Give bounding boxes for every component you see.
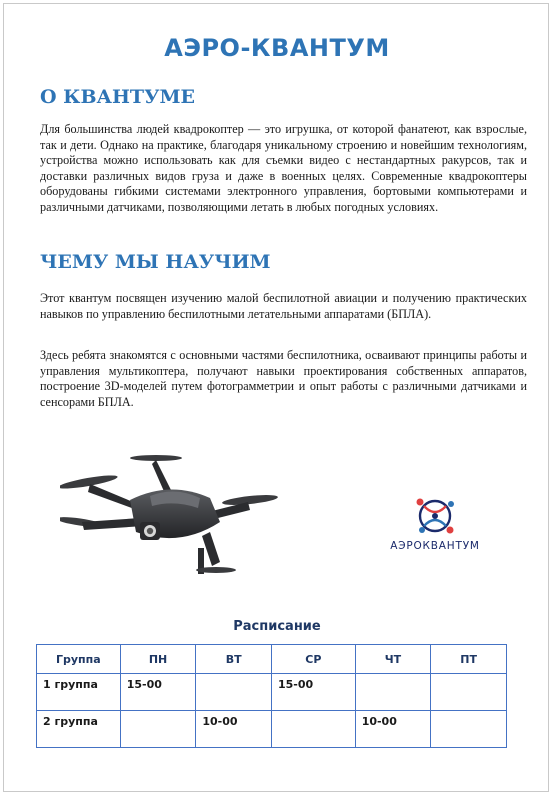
row1-thu [355,674,431,711]
row2-fri [431,711,507,748]
schedule-title: Расписание [233,619,321,634]
row1-fri [431,674,507,711]
header-tue: ВТ [196,645,272,674]
learn-paragraph-1: Этот квантум посвящен изучению малой беспилотной авиации и получению практических навыков по управлению беспилотными летательными аппаратами (БПЛА). [40,291,527,321]
section-heading-learn: ЧЕМУ МЫ НАУЧИМ [40,251,271,273]
header-fri: ПТ [431,645,507,674]
header-wed: СР [271,645,355,674]
row1-mon: 15-00 [120,674,196,711]
header-group: Группа [37,645,121,674]
schedule-header-row [37,645,507,674]
schedule-table [36,644,507,748]
about-paragraph: Для большинства людей квадрокоптер — это игрушка, от которой фанатеют, как взрослые, так и дети. Однако на практике, благодаря уникальному строению и новейшим технологиям, устройства можно использовать как для съемки видео с нестандартных ракурсов, так и доставки различных видов груза и даже в военных целях. Современные квадрокоптеры оборудованы гибкими системами электронного управления, бортовыми компьютерами и различными датчиками, позволяющими летать в любых погодных условиях. [40,122,527,214]
row1-wed: 15-00 [271,674,355,711]
row2-thu: 10-00 [355,711,431,748]
row2-wed [271,711,355,748]
table-row [37,711,507,748]
table-row [37,674,507,711]
logo-text: АЭРОКВАНТУМ [390,540,480,552]
page-title: АЭРО-КВАНТУМ [164,34,390,62]
row1-group: 1 группа [37,674,121,711]
row2-tue: 10-00 [196,711,272,748]
header-mon: ПН [120,645,196,674]
row2-mon [120,711,196,748]
row2-group: 2 группа [37,711,121,748]
section-heading-about: О КВАНТУМЕ [40,86,196,108]
learn-paragraph-2: Здесь ребята знакомятся с основными частями беспилотника, осваивают принципы работы и управления мультикоптера, получают навыки проектирования собственных аппаратов, построение 3D-моделей путем фотограмметрии и опыт работы с различными датчиками и сенсорами БПЛА. [40,348,527,409]
drone-image [60,452,280,582]
header-thu: ЧТ [355,645,431,674]
row1-tue [196,674,272,711]
